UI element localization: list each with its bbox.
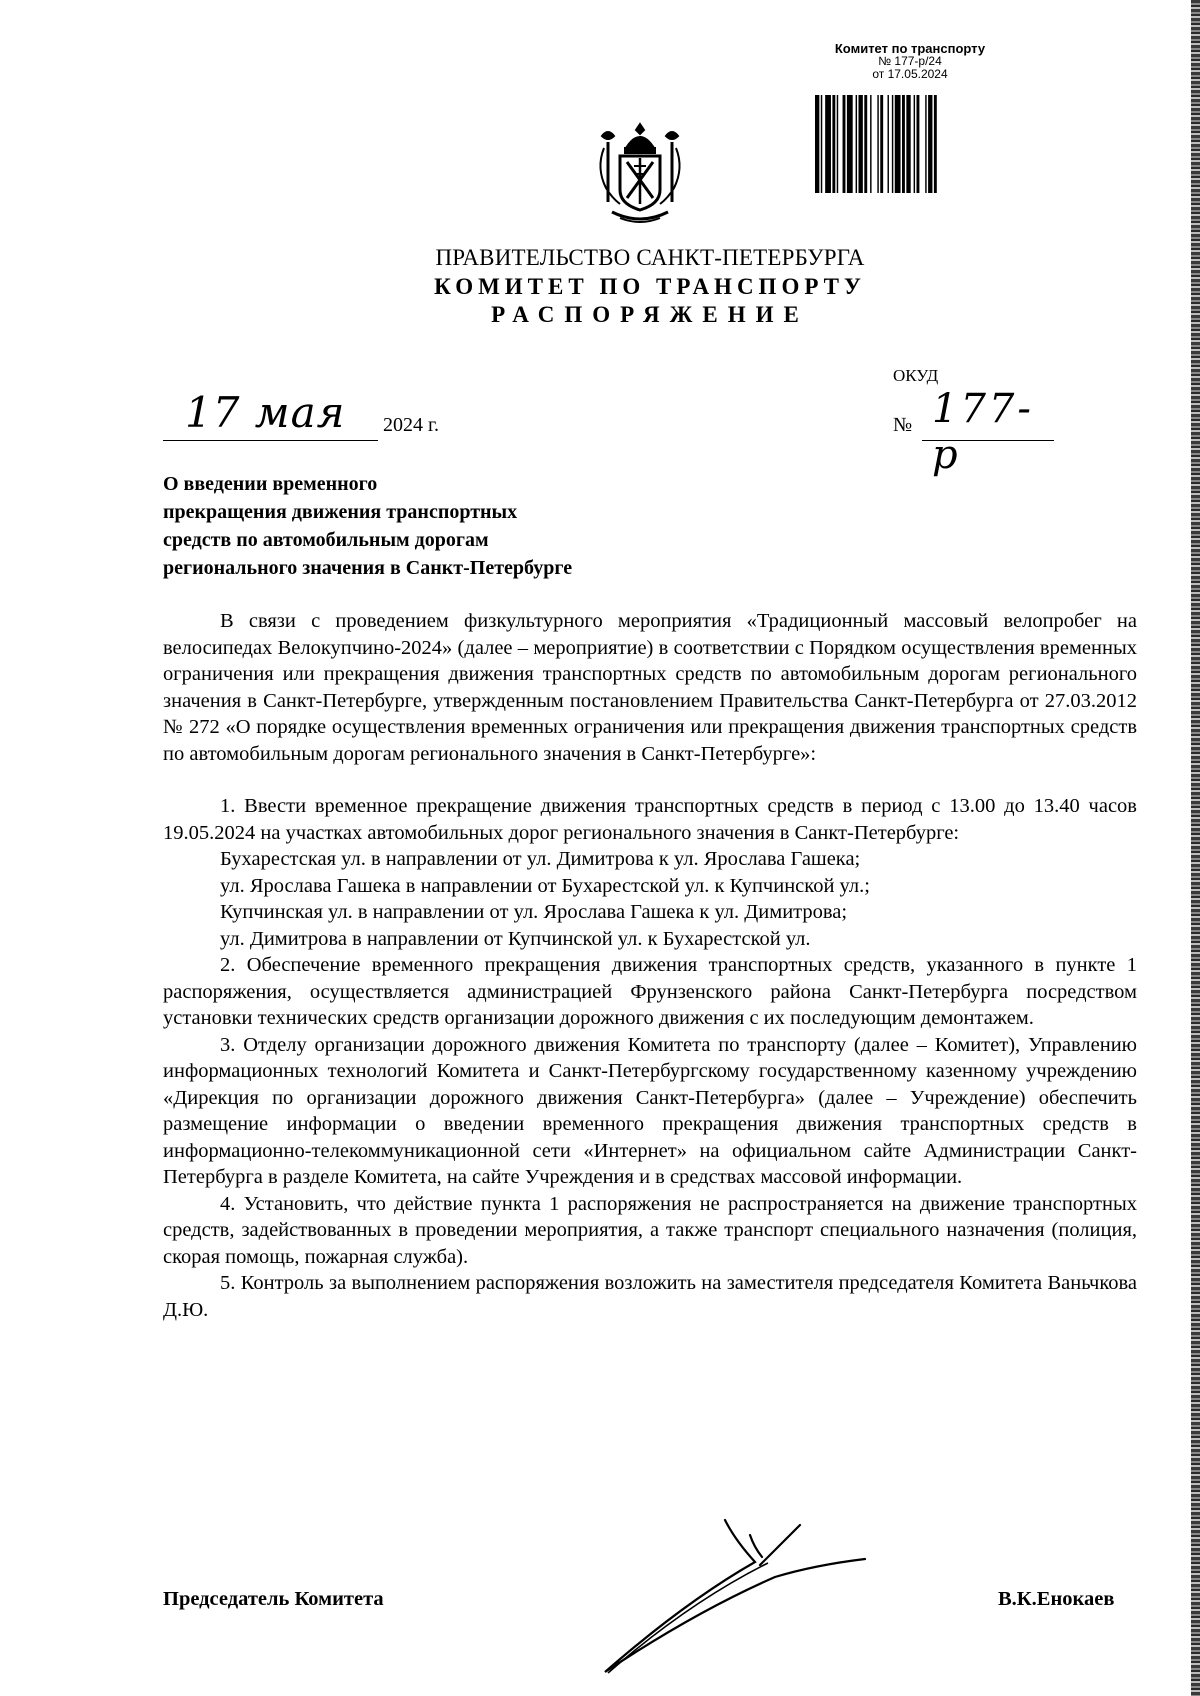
- subject-line: регионального значения в Санкт-Петербурге: [163, 557, 573, 579]
- item-1-paragraph: 1. Ввести временное прекращение движения транспортных средств в период с 13.00 до 13.40 часов 19.05.2024 на участках автомобильных дорог регионального значения в Санкт-Петербурге:: [163, 795, 1137, 844]
- committee-title: КОМИТЕТ ПО ТРАНСПОРТУ: [434, 274, 866, 299]
- barcode-icon: [815, 95, 1023, 193]
- okud-label: ОКУД: [893, 366, 939, 385]
- item-5-paragraph: 5. Контроль за выполнением распоряжения возложить на заместителя председателя Комитета Ваньчкова Д.Ю.: [163, 1272, 1137, 1321]
- number-handwritten: 177-р: [932, 386, 1034, 478]
- street-list-item: Бухарестская ул. в направлении от ул. Димитрова к ул. Ярослава Гашека;: [220, 848, 861, 870]
- handwritten-signature: [600, 1515, 890, 1680]
- stamp-number: № 177-р/24: [878, 54, 942, 68]
- signatory-position: Председатель Комитета: [163, 1588, 384, 1610]
- document-subject: [163, 470, 572, 582]
- subject-line: средств по автомобильным дорогам: [163, 529, 489, 551]
- item-2-paragraph: 2. Обеспечение временного прекращения движения транспортных средств, указанного в пункте 1 распоряжения, осуществляется администрацией Фрунзенского района Санкт-Петербурга посредством установки технических средств организации дорожного движения с их последующим демонтажем.: [163, 954, 1137, 1029]
- date-year: 2024 г.: [383, 414, 439, 436]
- document-body: [163, 608, 1137, 1323]
- signatory-name: В.К.Енокаев: [998, 1588, 1115, 1610]
- subject-line: О введении временного: [163, 473, 378, 495]
- stamp-date: от 17.05.2024: [872, 67, 948, 81]
- number-label: №: [893, 414, 913, 436]
- street-list-item: Купчинская ул. в направлении от ул. Ярослава Гашека к ул. Димитрова;: [220, 901, 848, 923]
- date-handwritten: 17 мая: [185, 388, 346, 437]
- registration-stamp: [810, 42, 1010, 81]
- number-line: [922, 386, 1054, 478]
- stamp-committee: Комитет по транспорту: [834, 41, 986, 56]
- document-type: РАСПОРЯЖЕНИЕ: [491, 302, 809, 327]
- spb-coat-of-arms-icon: [590, 118, 690, 226]
- date-line: [163, 388, 378, 441]
- preamble-paragraph: В связи с проведением физкультурного мероприятия «Традиционный массовый велопробег на велосипедах Велокупчино-2024» (далее – мероприятие) в соответствии с Порядком осуществления временных ограничения или прекращения движения транспортных средств по автомобильным дорогам регионального значения в Санкт-Петербурге, утвержденным постановлением Правительства Санкт-Петербурга от 27.03.2012 № 272 «О порядке осуществления временных ограничения или прекращения движения транспортных средств по автомобильным дорогам регионального значения в Санкт-Петербурге»:: [163, 610, 1137, 765]
- government-title: ПРАВИТЕЛЬСТВО САНКТ-ПЕТЕРБУРГА: [435, 245, 865, 270]
- item-3-paragraph: 3. Отделу организации дорожного движения Комитета по транспорту (далее – Комитет), Управлению информационных технологий Комитета и Санкт-Петербургскому государственному казенному учреждению «Дирекция по организации дорожного движения Санкт-Петербурга» (далее – Учреждение) обеспечить размещение информации о введении временного прекращения движения транспортных средств в информационно-телекоммуникационной сети «Интернет» на официальном сайте Администрации Санкт-Петербурга в разделе Комитета, на сайте Учреждения и в средствах массовой информации.: [163, 1033, 1137, 1188]
- street-list-item: ул. Димитрова в направлении от Купчинской ул. к Бухарестской ул.: [220, 927, 811, 950]
- item-4-paragraph: 4. Установить, что действие пункта 1 распоряжения не распространяется на движение транспортных средств, задействованных в проведении мероприятия, а также транспорт специального назначения (полиция, скорая помощь, пожарная служба).: [163, 1192, 1137, 1268]
- street-list-item: ул. Ярослава Гашека в направлении от Бухарестской ул. к Купчинской ул.;: [220, 874, 870, 897]
- subject-line: прекращения движения транспортных: [163, 501, 518, 523]
